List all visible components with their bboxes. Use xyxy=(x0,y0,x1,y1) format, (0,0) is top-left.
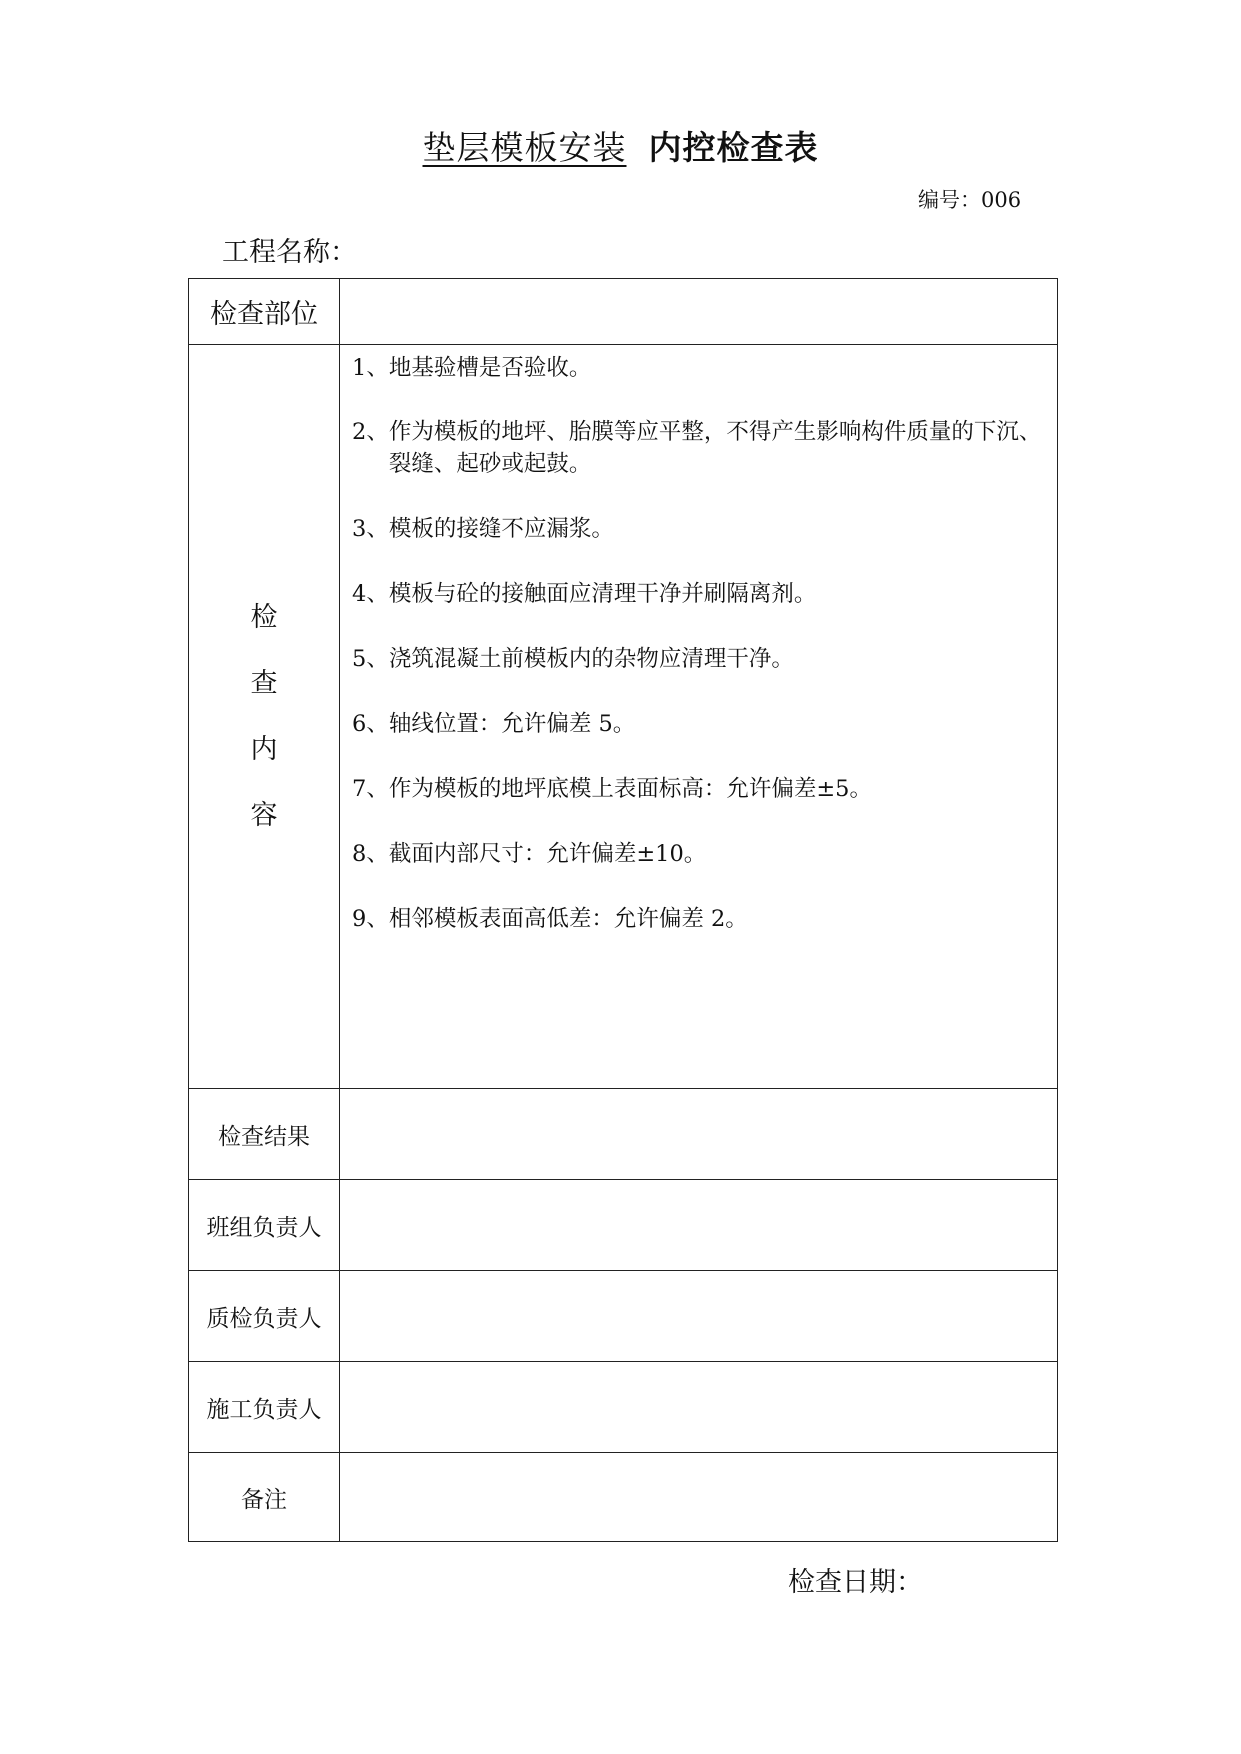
inspect-content-label xyxy=(251,585,278,849)
inspect-date-label: 检查日期： xyxy=(788,1567,923,1598)
check-item-7 xyxy=(352,773,1049,805)
row-remarks xyxy=(189,1453,1058,1542)
row-quality-leader xyxy=(189,1271,1058,1362)
inspect-location-field[interactable] xyxy=(340,279,1058,345)
check-item-text: 相邻模板表面高低差：允许偏差 2。 xyxy=(388,906,748,932)
check-item-number: 9、 xyxy=(352,906,389,932)
row-construction-leader xyxy=(189,1362,1058,1453)
check-item-number: 3、 xyxy=(352,516,389,542)
check-item-5 xyxy=(352,643,1049,675)
title-sub: 内控检查表 xyxy=(648,128,819,167)
check-item-number: 2、 xyxy=(352,419,389,445)
check-item-number: 1、 xyxy=(352,355,389,381)
construction-leader-label: 施工负责人 xyxy=(189,1362,340,1453)
quality-leader-field[interactable] xyxy=(340,1271,1058,1362)
inspect-content-char: 检 xyxy=(250,601,278,633)
check-item-text: 模板的接缝不应漏浆。 xyxy=(388,516,614,542)
inspection-form-table xyxy=(188,278,1058,1542)
check-item-8 xyxy=(352,838,1049,870)
check-item-text: 模板与砼的接触面应清理干净并刷隔离剂。 xyxy=(388,581,817,607)
inspect-location-label: 检查部位 xyxy=(189,279,340,345)
check-item-number: 8、 xyxy=(352,841,389,867)
check-item-4 xyxy=(352,578,1049,610)
remarks-label: 备注 xyxy=(189,1453,340,1542)
row-team-leader xyxy=(189,1180,1058,1271)
check-item-1 xyxy=(352,352,1049,384)
check-item-9 xyxy=(352,903,1049,935)
check-item-number: 7、 xyxy=(352,776,389,802)
project-name-label: 工程名称： xyxy=(222,237,357,268)
check-item-text: 轴线位置：允许偏差 5。 xyxy=(388,711,636,737)
check-item-number: 4、 xyxy=(352,581,389,607)
inspect-content-label-cell xyxy=(189,345,340,1089)
row-inspect-result xyxy=(189,1089,1058,1180)
check-item-2 xyxy=(352,416,1049,480)
remarks-field[interactable] xyxy=(340,1453,1058,1542)
row-inspect-location xyxy=(189,279,1058,345)
check-item-3 xyxy=(352,513,1049,545)
inspect-result-field[interactable] xyxy=(340,1089,1058,1180)
inspect-content-char: 内 xyxy=(250,733,278,765)
check-item-6 xyxy=(352,708,1049,740)
inspect-content-list xyxy=(340,345,1058,1089)
title-main: 垫层模板安装 xyxy=(422,128,627,167)
inspect-content-char: 容 xyxy=(250,799,278,831)
inspect-result-label: 检查结果 xyxy=(189,1089,340,1180)
check-item-number: 5、 xyxy=(352,646,389,672)
check-item-text: 作为模板的地坪、胎膜等应平整，不得产生影响构件质量的下沉、裂缝、起砂或起鼓。 xyxy=(388,419,1042,477)
check-item-number: 6、 xyxy=(352,711,389,737)
check-item-text: 地基验槽是否验收。 xyxy=(388,355,592,381)
team-leader-label: 班组负责人 xyxy=(189,1180,340,1271)
row-inspect-content xyxy=(189,345,1058,1089)
check-item-text: 截面内部尺寸：允许偏差±10。 xyxy=(388,841,707,867)
document-number: 编号：006 xyxy=(918,188,1022,212)
check-item-text: 浇筑混凝土前模板内的杂物应清理干净。 xyxy=(388,646,794,672)
construction-leader-field[interactable] xyxy=(340,1362,1058,1453)
team-leader-field[interactable] xyxy=(340,1180,1058,1271)
check-item-text: 作为模板的地坪底模上表面标高：允许偏差±5。 xyxy=(388,776,872,802)
quality-leader-label: 质检负责人 xyxy=(189,1271,340,1362)
inspect-content-char: 查 xyxy=(250,667,278,699)
document-title xyxy=(0,128,1241,168)
